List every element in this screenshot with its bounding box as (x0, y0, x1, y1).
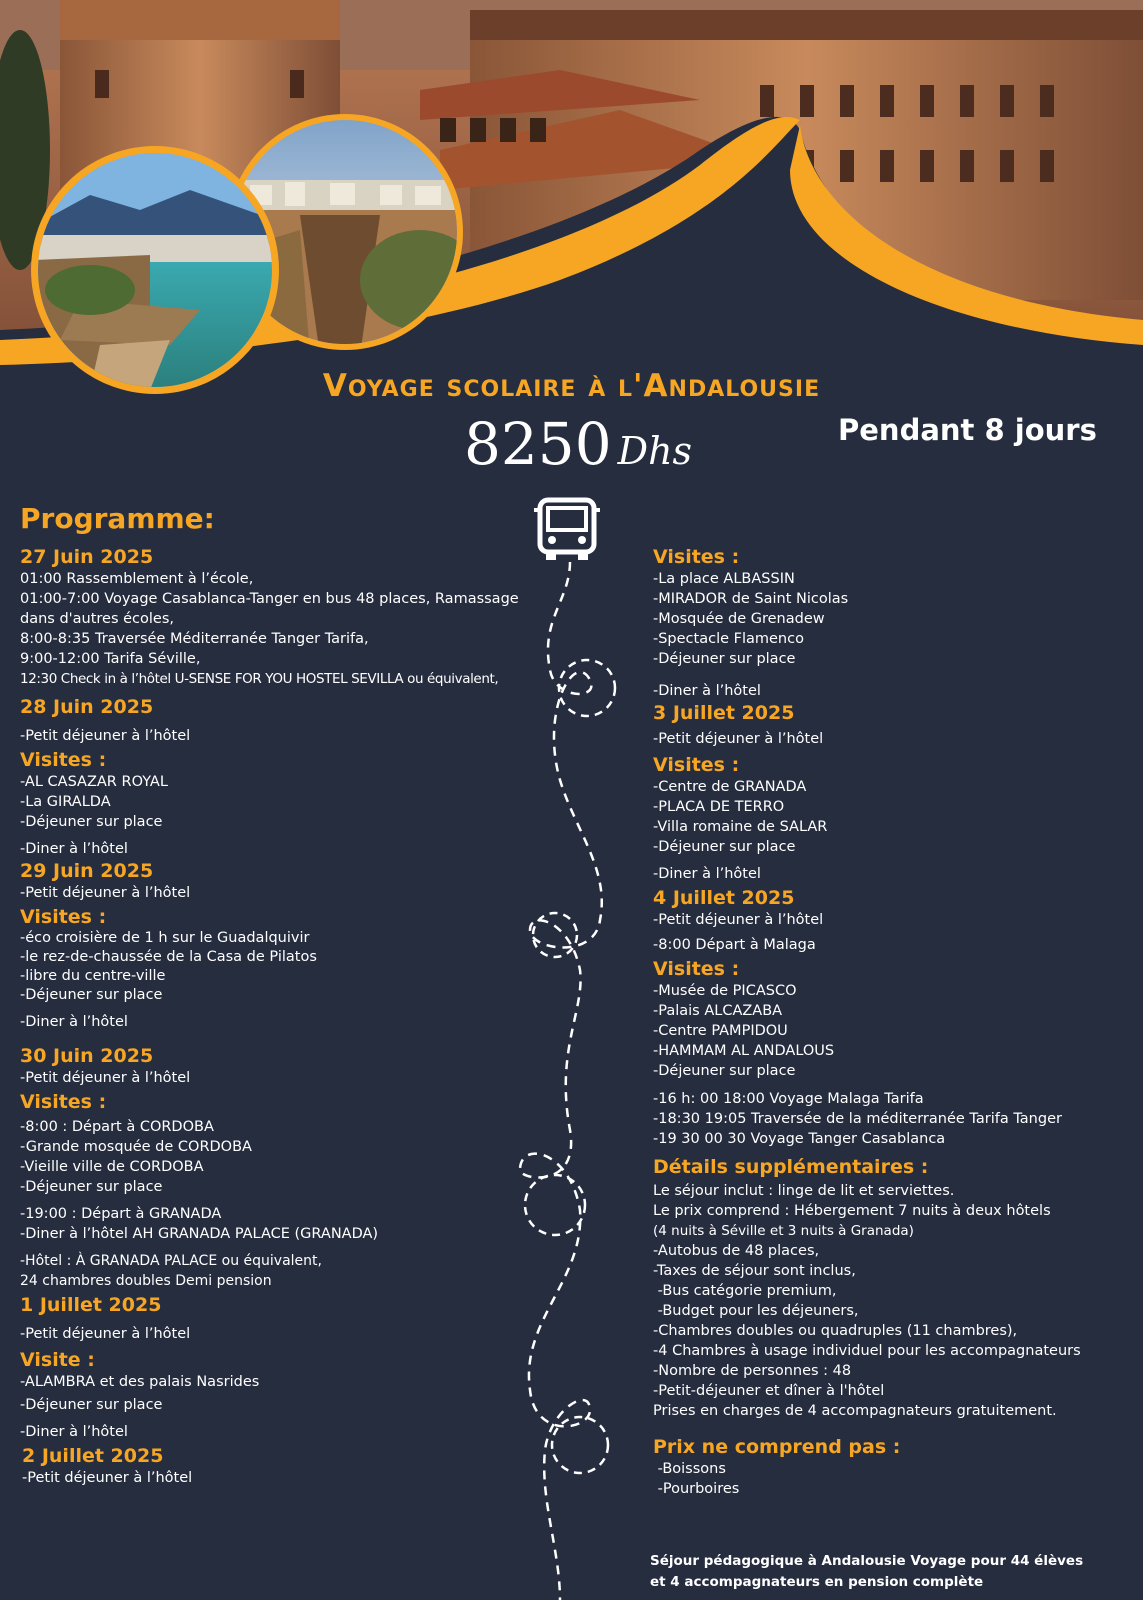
exclusions-heading: Prix ne comprend pas : (653, 1436, 901, 1458)
visits-heading: Visites : (653, 754, 740, 776)
footer-line: et 4 accompagnateurs en pension complète (650, 1574, 984, 1590)
hotel-info: -Hôtel : À GRANADA PALACE ou équivalent, (20, 1253, 322, 1269)
visit-item: -ALAMBRA et des palais Nasrides (20, 1374, 260, 1390)
visit-item: -Palais ALCAZABA (653, 1003, 783, 1019)
hero-illustration (0, 0, 1143, 400)
price (464, 410, 692, 478)
itinerary-line: -Diner à l’hôtel (20, 1424, 128, 1440)
visit-item: -MIRADOR de Saint Nicolas (653, 591, 849, 607)
visit-item: -Déjeuner sur place (20, 987, 163, 1003)
visit-item: -éco croisière de 1 h sur le Guadalquivir (20, 930, 310, 946)
visit-item: -Centre PAMPIDOU (653, 1023, 788, 1039)
details-item: -Autobus de 48 places, (653, 1243, 820, 1259)
visit-item: -La place ALBASSIN (653, 571, 795, 587)
visits-heading: Visites : (20, 749, 107, 771)
programme-left-column (20, 545, 520, 1488)
details-item: -4 Chambres à usage individuel pour les accompagnateurs (653, 1343, 1081, 1359)
details-item: Le séjour inclut : linge de lit et serviettes. (653, 1183, 955, 1199)
itinerary-line: -Petit déjeuner à l’hôtel (653, 912, 824, 928)
visit-item: -Déjeuner sur place (653, 839, 796, 855)
price-currency: Dhs (617, 429, 693, 473)
itinerary-line: 12:30 Check in à l’hôtel U-SENSE FOR YOU HOSTEL SEVILLA ou équivalent, (20, 671, 499, 687)
travel-line: -16 h: 00 18:00 Voyage Malaga Tarifa (653, 1091, 924, 1107)
itinerary-line: 9:00-12:00 Tarifa Séville, (20, 651, 201, 667)
visits-heading: Visites : (653, 958, 740, 980)
visit-item: -Diner à l’hôtel AH GRANADA PALACE (GRANADA) (20, 1226, 379, 1242)
visit-item: -PLACA DE TERRO (653, 799, 785, 815)
details-item: -Bus catégorie premium, (653, 1283, 837, 1299)
itinerary-line: -Petit déjeuner à l’hôtel (20, 728, 191, 744)
visit-item: -8:00 : Départ à CORDOBA (20, 1119, 214, 1135)
footer-note (650, 1551, 1083, 1593)
visit-item: -Musée de PICASCO (653, 983, 797, 999)
day-date: 28 Juin 2025 (20, 696, 154, 718)
travel-line: -18:30 19:05 Traversée de la méditerranée Tarifa Tanger (653, 1111, 1062, 1127)
day-date: 4 Juillet 2025 (653, 887, 795, 909)
details-item: -Taxes de séjour sont inclus, (653, 1263, 856, 1279)
programme-right-column (653, 545, 1133, 1499)
visit-item: -Déjeuner sur place (653, 651, 796, 667)
visit-item: -libre du centre-ville (20, 968, 166, 984)
visits-heading: Visite : (20, 1349, 95, 1371)
visits-heading: Visites : (20, 1091, 107, 1113)
visit-item: -Déjeuner sur place (20, 814, 163, 830)
visit-item: -Vieille ville de CORDOBA (20, 1159, 204, 1175)
visit-item: -Déjeuner sur place (653, 1063, 796, 1079)
visit-item: -Centre de GRANADA (653, 779, 807, 795)
footer-line: Séjour pédagogique à Andalousie Voyage pour 44 élèves (650, 1553, 1084, 1569)
details-item: -Petit-déjeuner et dîner à l'hôtel (653, 1383, 885, 1399)
price-value: 8250 (464, 410, 612, 478)
visit-item: -Grande mosquée de CORDOBA (20, 1139, 252, 1155)
itinerary-line: dans d'autres écoles, (20, 611, 174, 627)
day-date: 29 Juin 2025 (20, 860, 154, 882)
itinerary-line: -Petit déjeuner à l’hôtel (653, 731, 824, 747)
itinerary-line: -Diner à l’hôtel (20, 841, 128, 857)
route-path (500, 490, 650, 1600)
itinerary-line: -Petit déjeuner à l’hôtel (20, 1326, 191, 1342)
day-date: 30 Juin 2025 (20, 1045, 154, 1067)
visit-item: -Mosquée de Grenadew (653, 611, 825, 627)
details-item: (4 nuits à Séville et 3 nuits à Granada) (653, 1223, 914, 1239)
details-item: -Nombre de personnes : 48 (653, 1363, 852, 1379)
travel-line: -19 30 00 30 Voyage Tanger Casablanca (653, 1131, 946, 1147)
details-item: -Chambres doubles ou quadruples (11 chambres), (653, 1323, 1018, 1339)
visit-item: -Déjeuner sur place (20, 1397, 163, 1413)
visit-item: -19:00 : Départ à GRANADA (20, 1206, 222, 1222)
page-title: Voyage scolaire à l'Andalousie (322, 368, 821, 404)
details-heading: Détails supplémentaires : (653, 1156, 929, 1178)
hotel-info: 24 chambres doubles Demi pension (20, 1273, 272, 1289)
visits-heading: Visites : (653, 546, 740, 568)
visit-item: -AL CASAZAR ROYAL (20, 774, 168, 790)
exclusion-item: -Pourboires (653, 1481, 740, 1497)
exclusion-item: -Boissons (653, 1461, 726, 1477)
itinerary-line: -Diner à l’hôtel (653, 683, 761, 699)
day-date: 1 Juillet 2025 (20, 1294, 162, 1316)
itinerary-line: 01:00-7:00 Voyage Casablanca-Tanger en bus 48 places, Ramassage (20, 591, 519, 607)
itinerary-line: -Petit déjeuner à l’hôtel (20, 1070, 191, 1086)
details-item: Prises en charges de 4 accompagnateurs gratuitement. (653, 1403, 1057, 1419)
itinerary-line: -Diner à l’hôtel (653, 866, 761, 882)
visits-heading: Visites : (20, 906, 107, 928)
bus-icon (532, 494, 602, 564)
hero-banner (0, 0, 1143, 400)
visit-item: -Spectacle Flamenco (653, 631, 804, 647)
day-date: 3 Juillet 2025 (653, 702, 795, 724)
visit-item: -Déjeuner sur place (20, 1179, 163, 1195)
visit-item: -Villa romaine de SALAR (653, 819, 828, 835)
visit-item: -le rez-de-chaussée de la Casa de Pilatos (20, 949, 317, 965)
details-item: Le prix comprend : Hébergement 7 nuits à deux hôtels (653, 1203, 1051, 1219)
day-date: 2 Juillet 2025 (22, 1445, 164, 1467)
itinerary-line: -Petit déjeuner à l’hôtel (20, 885, 191, 901)
itinerary-line: -Diner à l’hôtel (20, 1014, 128, 1030)
trip-duration: Pendant 8 jours (838, 413, 1097, 447)
details-item: -Budget pour les déjeuners, (653, 1303, 859, 1319)
programme-heading: Programme: (20, 502, 215, 535)
itinerary-line: 8:00-8:35 Traversée Méditerranée Tanger Tarifa, (20, 631, 369, 647)
itinerary-line: 01:00 Rassemblement à l’école, (20, 571, 254, 587)
day-date: 27 Juin 2025 (20, 546, 154, 568)
itinerary-line: -Petit déjeuner à l’hôtel (22, 1470, 193, 1486)
visit-item: -La GIRALDA (20, 794, 111, 810)
itinerary-line: -8:00 Départ à Malaga (653, 937, 816, 953)
visit-item: -HAMMAM AL ANDALOUS (653, 1043, 835, 1059)
